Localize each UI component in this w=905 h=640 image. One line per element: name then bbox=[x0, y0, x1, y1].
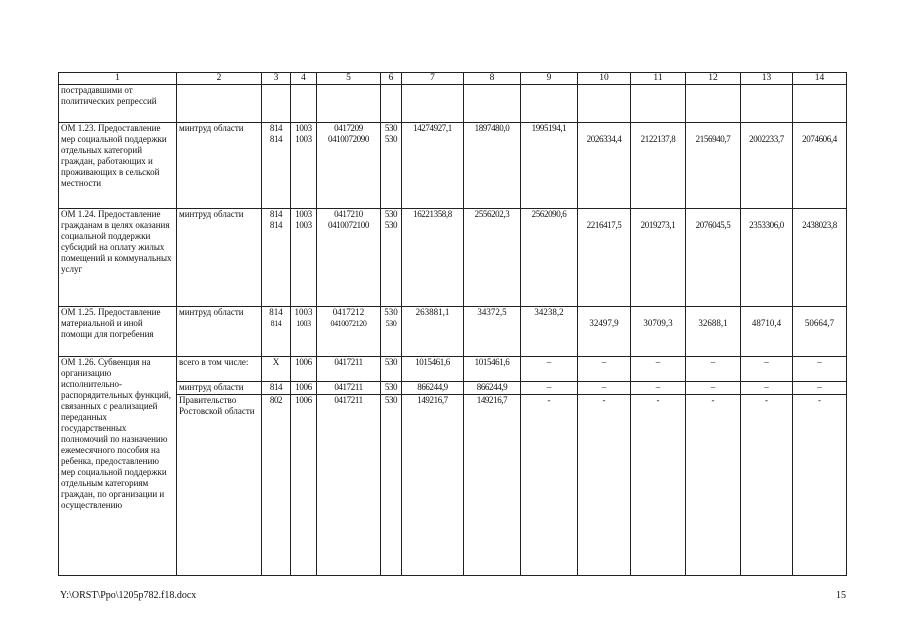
csr-cell: 0417210 0410072100 bbox=[317, 209, 381, 307]
year-value-cell: 30709,3 bbox=[631, 307, 686, 357]
executor-cell: минтруд области bbox=[177, 382, 262, 395]
year-value-cell: – bbox=[521, 357, 578, 382]
year-value-cell: 50664,7 bbox=[793, 307, 847, 357]
rzpr-cell: 1006 bbox=[291, 395, 317, 576]
year-value-cell: 34238,2 bbox=[521, 307, 578, 357]
vr-cell: 530 530 bbox=[381, 307, 402, 357]
csr-cell: 0417211 bbox=[317, 395, 381, 576]
executor-cell: Правительство Ростовской области bbox=[177, 395, 262, 576]
grbs-cell: 814 814 bbox=[262, 209, 291, 307]
header-cell: 13 bbox=[741, 73, 793, 85]
year-value-cell: – bbox=[578, 382, 631, 395]
header-cell: 12 bbox=[686, 73, 741, 85]
vr-cell: 530 530 bbox=[381, 123, 402, 209]
budget-table bbox=[58, 72, 847, 576]
year-value-cell: 2074606,4 bbox=[793, 123, 847, 209]
table-row bbox=[59, 357, 847, 382]
grbs-cell: 802 bbox=[262, 395, 291, 576]
measure-description: ОМ 1.23. Предоставление мер социальной поддержки отдельных категорий граждан, работающих и проживающих в сельской местности bbox=[59, 123, 177, 209]
header-cell: 4 bbox=[291, 73, 317, 85]
grbs-cell: 814 814 bbox=[262, 307, 291, 357]
year-value-cell: 1897480,0 bbox=[464, 123, 521, 209]
vr-cell: 530 bbox=[381, 357, 402, 382]
year-value-cell: 2438023,8 bbox=[793, 209, 847, 307]
year-value-cell: 2122137,8 bbox=[631, 123, 686, 209]
executor-cell: минтруд области bbox=[177, 209, 262, 307]
year-value-cell: – bbox=[793, 357, 847, 382]
year-value-cell: 2353306,0 bbox=[741, 209, 793, 307]
header-cell: 11 bbox=[631, 73, 686, 85]
table-row bbox=[59, 85, 847, 123]
year-value-cell: - bbox=[686, 395, 741, 576]
year-value-cell: 2026334,4 bbox=[578, 123, 631, 209]
year-value-cell: 34372,5 bbox=[464, 307, 521, 357]
measure-description: ОМ 1.25. Предоставление материальной и иной помощи для погребения bbox=[59, 307, 177, 357]
vr-cell: 530 bbox=[381, 395, 402, 576]
year-value-cell: 2156940,7 bbox=[686, 123, 741, 209]
header-cell: 6 bbox=[381, 73, 402, 85]
year-value-cell: – bbox=[741, 357, 793, 382]
year-value-cell: - bbox=[741, 395, 793, 576]
year-value-cell: - bbox=[793, 395, 847, 576]
total-cell: 149216,7 bbox=[402, 395, 464, 576]
measure-description: ОМ 1.26. Субвенция на организацию исполнительно-распорядительных функций, связанных с реализацией переданных государственных полномочий по назначению ежемесячного пособия на ребенка, предоставлению мер социальной поддержки отдельным категориям граждан, по организации и осуществлению bbox=[59, 357, 177, 576]
vr-cell: 530 530 bbox=[381, 209, 402, 307]
vr-cell: 530 bbox=[381, 382, 402, 395]
header-cell: 1 bbox=[59, 73, 177, 85]
rzpr-cell: 1006 bbox=[291, 357, 317, 382]
year-value-cell: 2216417,5 bbox=[578, 209, 631, 307]
rzpr-cell: 1006 bbox=[291, 382, 317, 395]
rzpr-cell: 1003 1003 bbox=[291, 307, 317, 357]
table-row bbox=[59, 307, 847, 357]
year-value-cell: 32497,9 bbox=[578, 307, 631, 357]
total-cell: 14274927,1 bbox=[402, 123, 464, 209]
header-cell: 14 bbox=[793, 73, 847, 85]
year-value-cell: 866244,9 bbox=[464, 382, 521, 395]
table-header-row bbox=[59, 73, 847, 85]
header-cell: 3 bbox=[262, 73, 291, 85]
rzpr-cell: 1003 1003 bbox=[291, 209, 317, 307]
rzpr-cell: 1003 1003 bbox=[291, 123, 317, 209]
table-row bbox=[59, 382, 847, 395]
year-value-cell: – bbox=[686, 357, 741, 382]
footer-file-path: Y:\ORST\Ppo\1205p782.f18.docx bbox=[60, 590, 197, 601]
csr-cell: 0417212 0410072120 bbox=[317, 307, 381, 357]
year-value-cell: – bbox=[793, 382, 847, 395]
total-cell: 1015461,6 bbox=[402, 357, 464, 382]
year-value-cell: 1015461,6 bbox=[464, 357, 521, 382]
grbs-cell: 814 814 bbox=[262, 123, 291, 209]
year-value-cell: 2562090,6 bbox=[521, 209, 578, 307]
header-cell: 9 bbox=[521, 73, 578, 85]
measure-description: ОМ 1.24. Предоставление гражданам в целях оказания социальной поддержки субсидий на оплату жилых помещений и коммунальных услуг bbox=[59, 209, 177, 307]
year-value-cell: – bbox=[686, 382, 741, 395]
year-value-cell: – bbox=[521, 382, 578, 395]
header-cell: 2 bbox=[177, 73, 262, 85]
header-cell: 7 bbox=[402, 73, 464, 85]
year-value-cell: 2019273,1 bbox=[631, 209, 686, 307]
total-cell: 263881,1 bbox=[402, 307, 464, 357]
table-row bbox=[59, 123, 847, 209]
year-value-cell: 2076045,5 bbox=[686, 209, 741, 307]
year-value-cell: – bbox=[631, 382, 686, 395]
year-value-cell: 1995194,1 bbox=[521, 123, 578, 209]
year-value-cell: - bbox=[631, 395, 686, 576]
csr-cell: 0417209 0410072090 bbox=[317, 123, 381, 209]
year-value-cell: 2002233,7 bbox=[741, 123, 793, 209]
header-cell: 5 bbox=[317, 73, 381, 85]
csr-cell: 0417211 bbox=[317, 382, 381, 395]
year-value-cell: – bbox=[578, 357, 631, 382]
year-value-cell: - bbox=[521, 395, 578, 576]
table-row bbox=[59, 395, 847, 576]
csr-cell: 0417211 bbox=[317, 357, 381, 382]
total-cell: 866244,9 bbox=[402, 382, 464, 395]
executor-cell: минтруд области bbox=[177, 307, 262, 357]
measure-description: пострадавшими от политических репрессий bbox=[59, 85, 177, 123]
header-cell: 8 bbox=[464, 73, 521, 85]
year-value-cell: 48710,4 bbox=[741, 307, 793, 357]
grbs-cell: 814 bbox=[262, 382, 291, 395]
total-cell: 16221358,8 bbox=[402, 209, 464, 307]
year-value-cell: - bbox=[578, 395, 631, 576]
grbs-cell: X bbox=[262, 357, 291, 382]
year-value-cell: 149216,7 bbox=[464, 395, 521, 576]
year-value-cell: – bbox=[631, 357, 686, 382]
table-row bbox=[59, 209, 847, 307]
year-value-cell: 2556202,3 bbox=[464, 209, 521, 307]
page-number: 15 bbox=[836, 590, 846, 601]
executor-cell: минтруд области bbox=[177, 123, 262, 209]
executor-cell: всего в том числе: bbox=[177, 357, 262, 382]
year-value-cell: 32688,1 bbox=[686, 307, 741, 357]
year-value-cell: – bbox=[741, 382, 793, 395]
header-cell: 10 bbox=[578, 73, 631, 85]
